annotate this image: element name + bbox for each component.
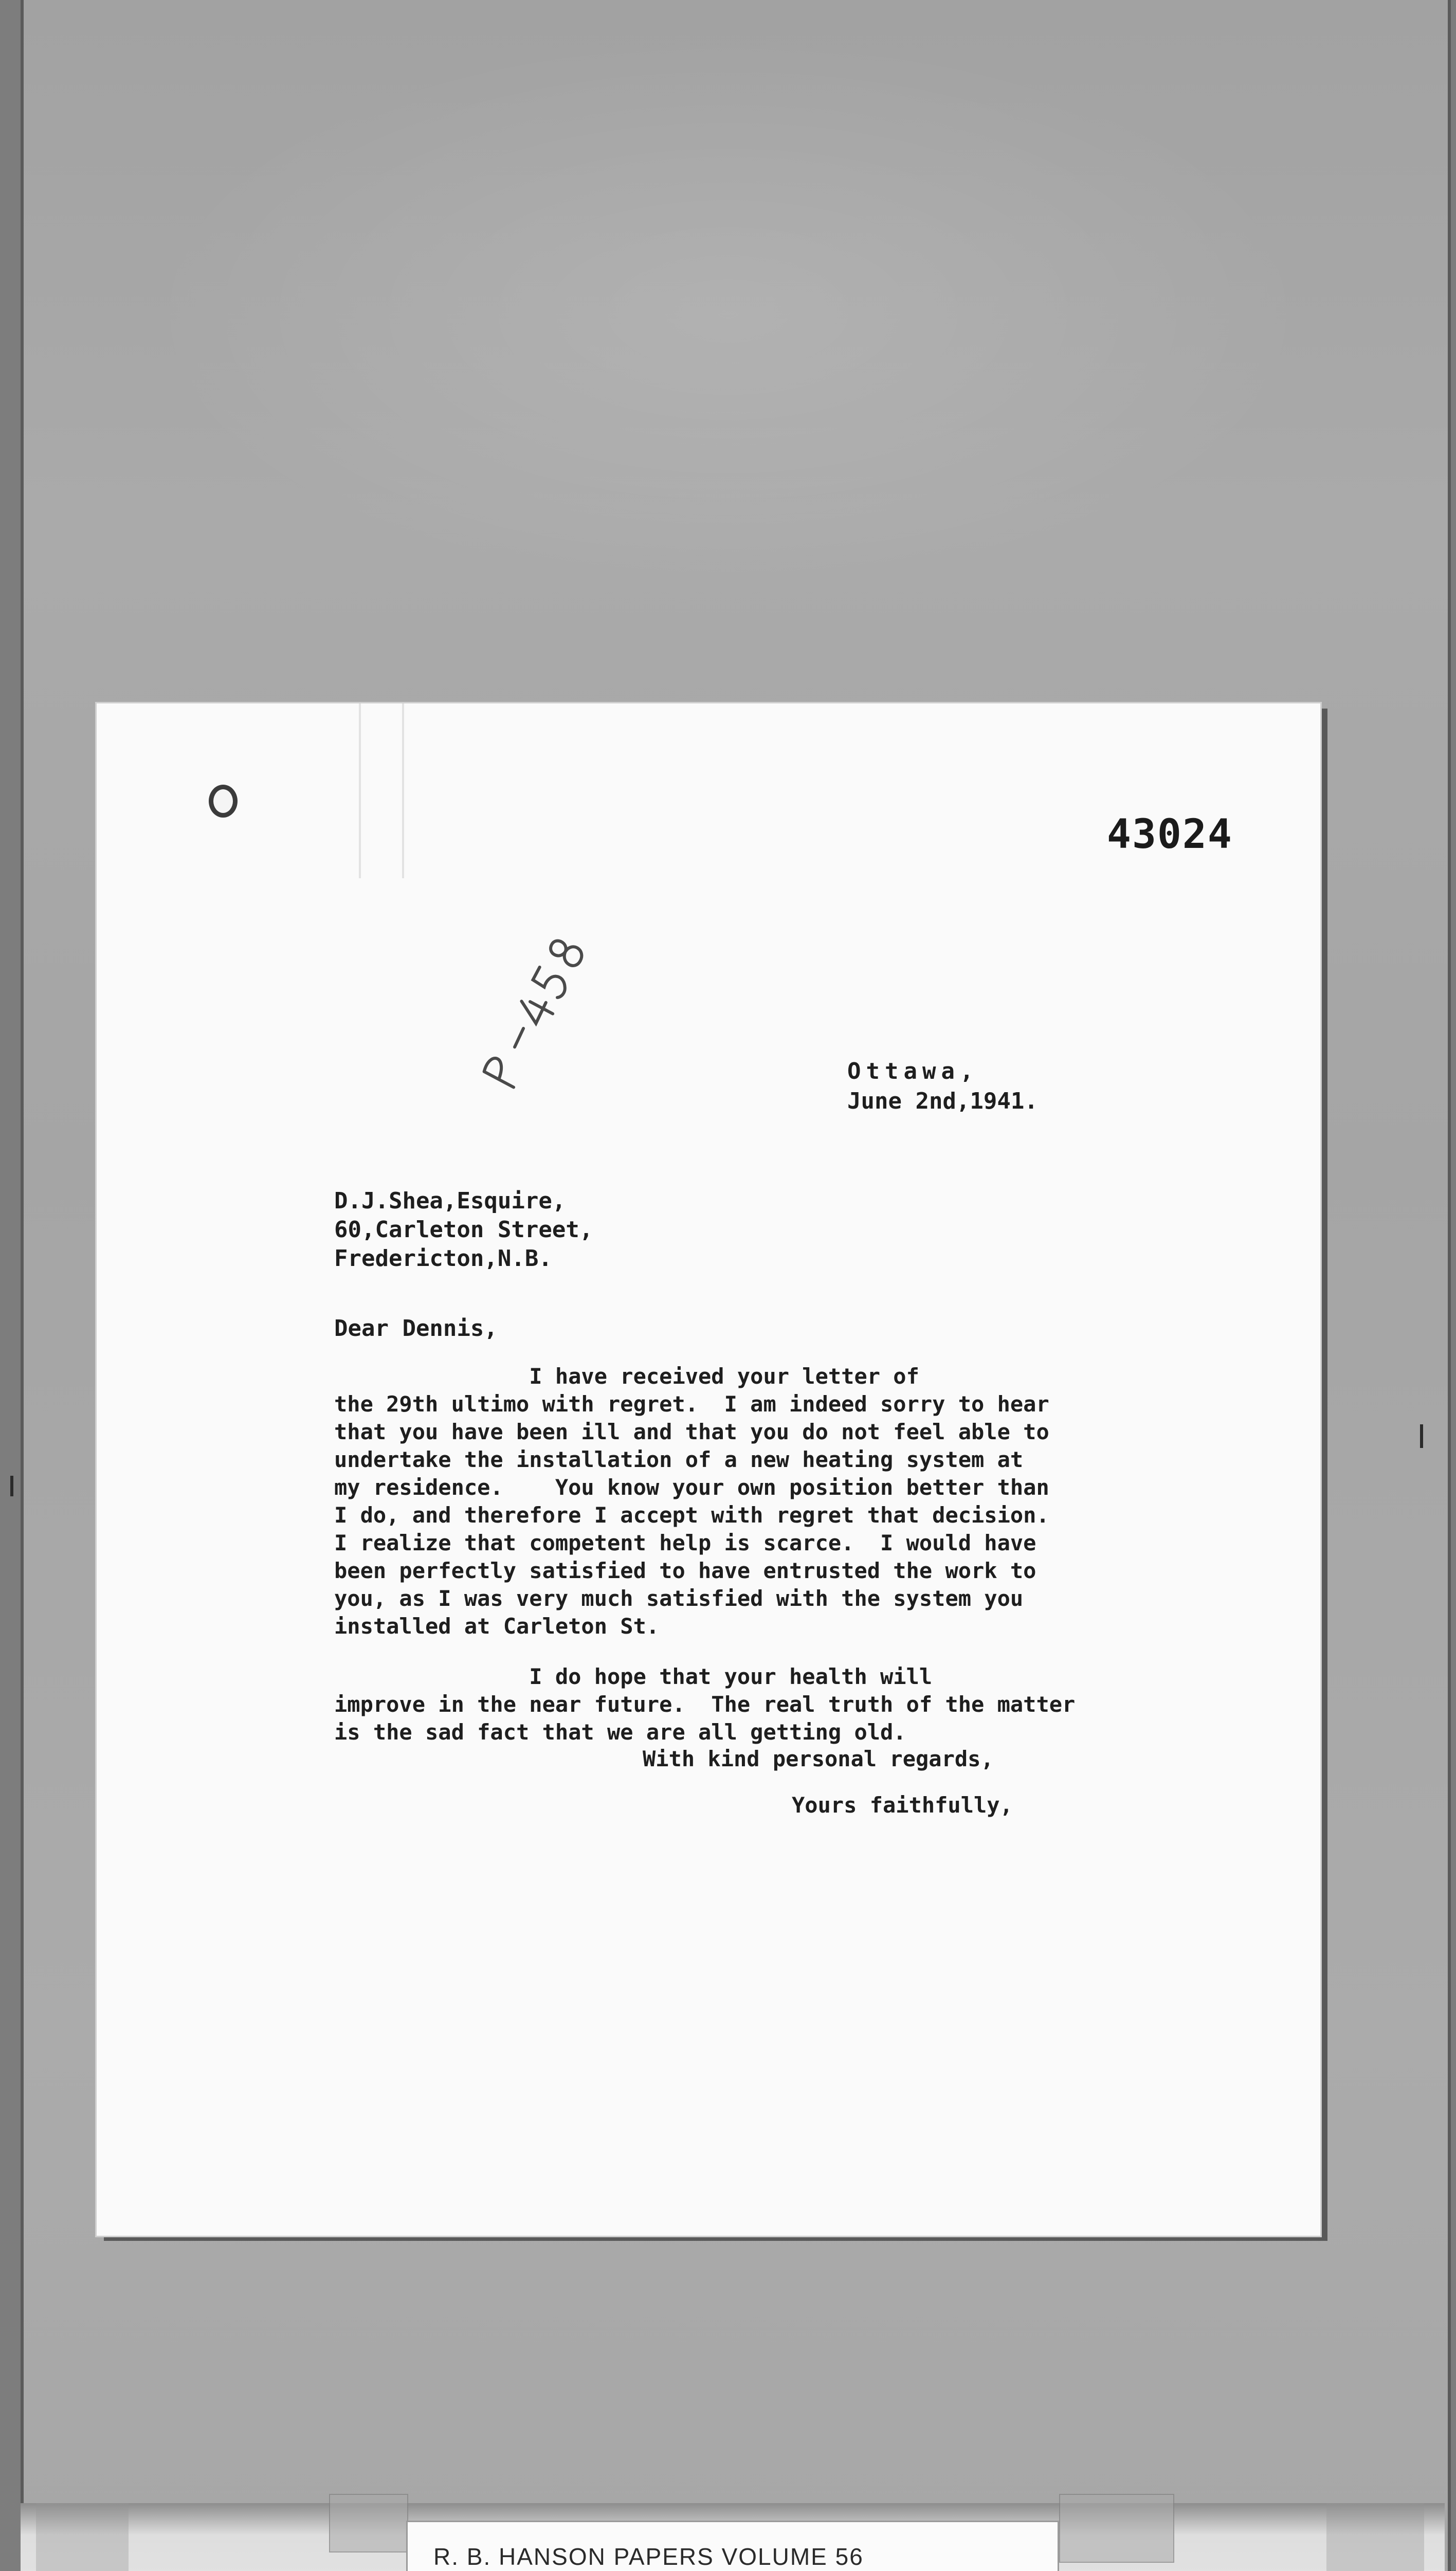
paragraph-spacer — [334, 1640, 1075, 1663]
punch-hole — [209, 785, 238, 818]
body-line: been perfectly satisfied to have entrusted the work to — [334, 1558, 1036, 1583]
body-line: I realize that competent help is scarce. I would have — [334, 1530, 1036, 1555]
volume-label — [406, 2521, 1059, 2571]
handwritten-annotation — [441, 925, 611, 1094]
body-line: improve in the near future. The real truth of the matter — [334, 1692, 1076, 1717]
body-line: undertake the installation of a new heating system at — [334, 1447, 1024, 1472]
closing-regards: With kind personal regards, — [643, 1746, 994, 1771]
body-line: installed at Carleton St. — [334, 1614, 660, 1639]
body-line: I do, and therefore I accept with regret that decision. — [334, 1502, 1049, 1528]
address-line: 60,Carleton Street, — [334, 1217, 593, 1243]
document-number: 43024 — [1107, 811, 1233, 858]
margin-mark — [1420, 1424, 1423, 1448]
letter-body — [334, 1363, 1075, 1746]
letter-page — [97, 703, 1320, 2236]
address-line: Fredericton,N.B. — [334, 1245, 552, 1272]
letter-place: Ottawa, — [847, 1058, 979, 1084]
body-line: the 29th ultimo with regret. I am indeed sorry to hear — [334, 1391, 1049, 1417]
body-line: I have received your letter of — [334, 1364, 919, 1389]
paper-clip-mark — [359, 703, 404, 878]
tape-piece — [329, 2494, 408, 2552]
salutation: Dear Dennis, — [334, 1315, 498, 1342]
signoff: Yours faithfully, — [792, 1793, 1013, 1818]
tape-strip — [1326, 2503, 1424, 2571]
recipient-address — [334, 1187, 593, 1273]
body-line: is the sad fact that we are all getting old. — [334, 1719, 906, 1745]
letter-date: June 2nd,1941. — [847, 1088, 1038, 1114]
margin-mark — [10, 1476, 13, 1496]
tape-piece — [1059, 2494, 1174, 2563]
board-shading — [137, 31, 1319, 596]
body-line: you, as I was very much satisfied with the system you — [334, 1586, 1024, 1611]
address-line: D.J.Shea,Esquire, — [334, 1188, 566, 1214]
body-line: I do hope that your health will — [334, 1664, 933, 1689]
body-line: that you have been ill and that you do not feel able to — [334, 1419, 1049, 1444]
body-line: my residence. You know your own position better than — [334, 1475, 1049, 1500]
volume-label-text: R. B. HANSON PAPERS VOLUME 56 — [433, 2543, 864, 2570]
tape-strip — [36, 2503, 129, 2571]
